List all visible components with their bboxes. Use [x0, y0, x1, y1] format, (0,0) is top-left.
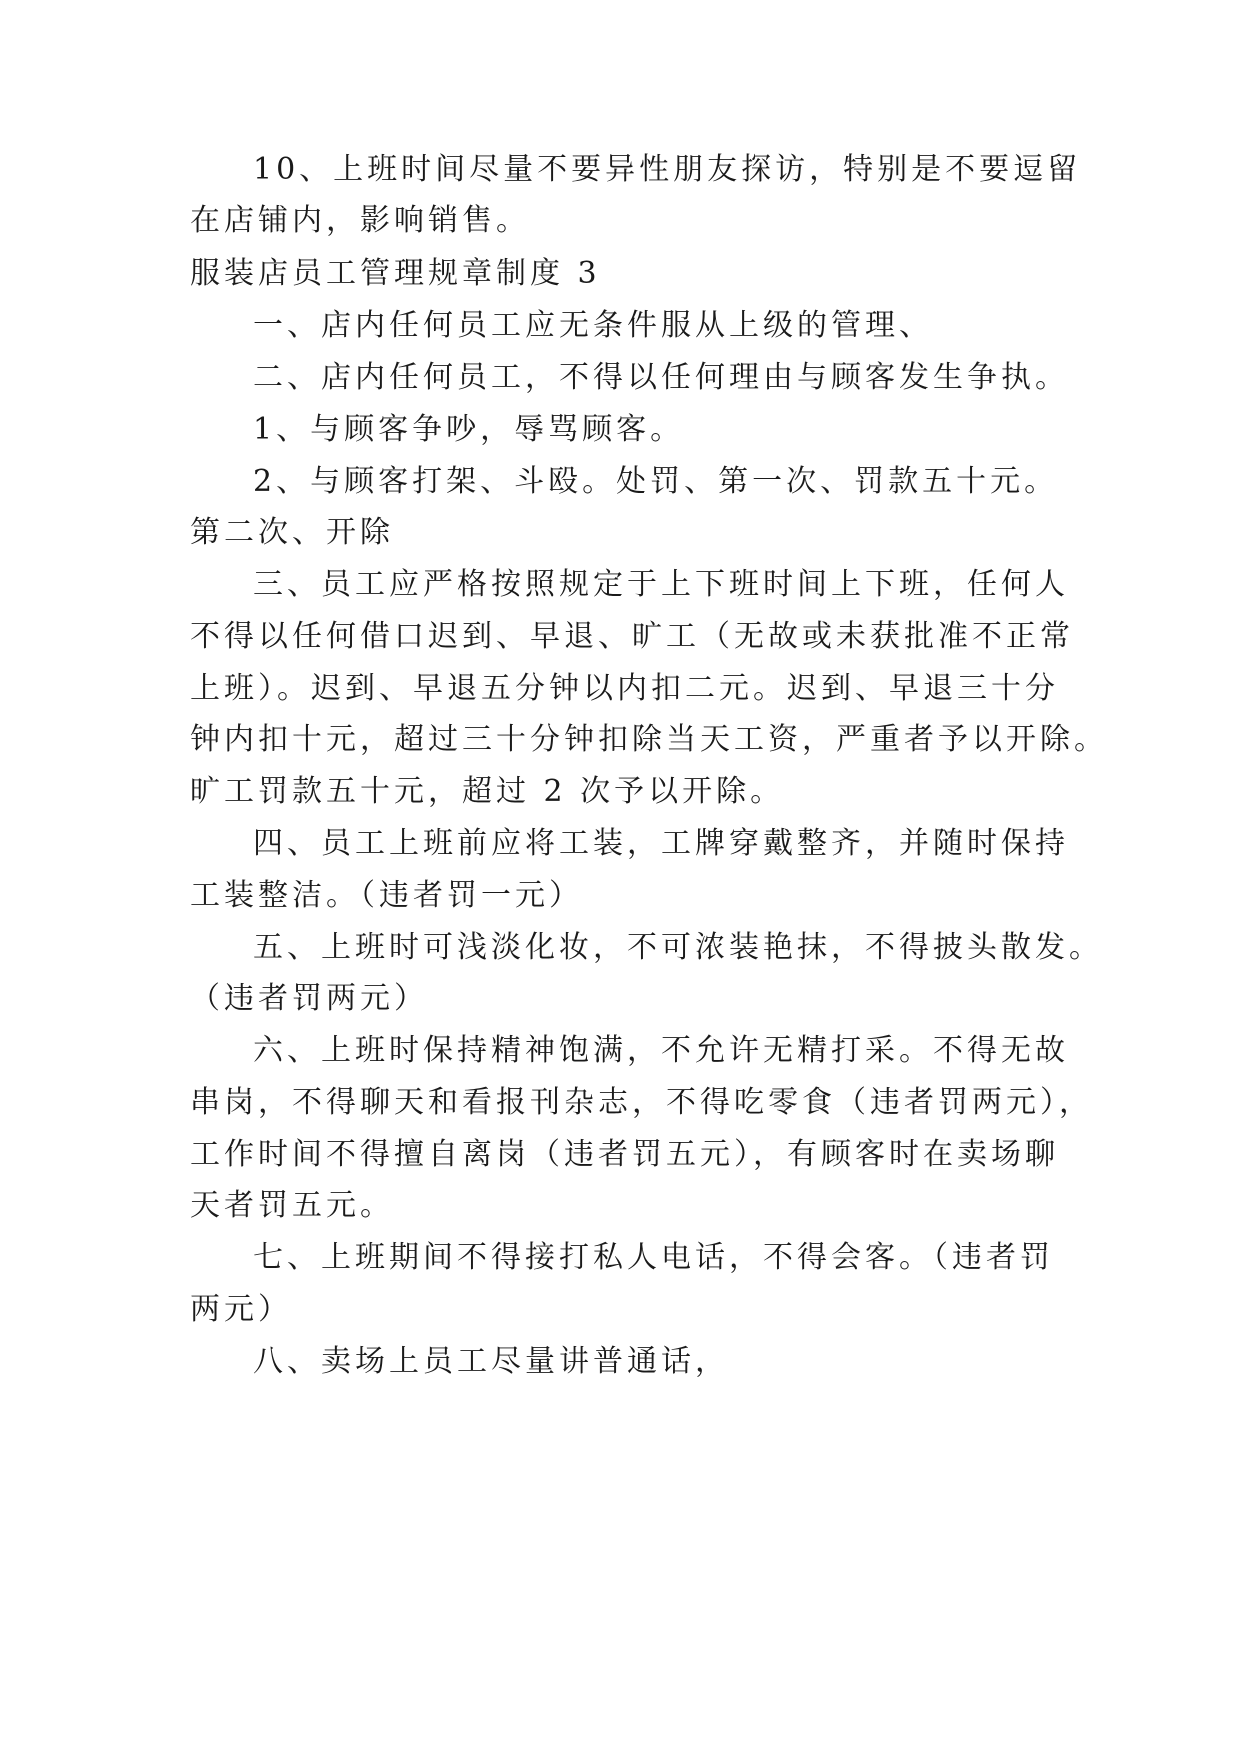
- paragraph-line: 串岗，不得聊天和看报刊杂志，不得吃零食（违者罚两元），: [190, 1085, 1093, 1120]
- paragraph-line: 两元）: [190, 1292, 292, 1327]
- paragraph-line: 第二次、开除: [190, 515, 394, 550]
- paragraph-line: 天者罚五元。: [190, 1188, 394, 1223]
- paragraph-line: 七、上班期间不得接打私人电话，不得会客。（违者罚: [253, 1240, 1054, 1275]
- paragraph-line: 10、上班时间尽量不要异性朋友探访，特别是不要逗留: [253, 152, 1082, 187]
- paragraph-line: 八、卖场上员工尽量讲普通话，: [253, 1344, 729, 1379]
- paragraph-line: 工装整洁。（违者罚一元）: [190, 878, 583, 913]
- paragraph-line: 不得以任何借口迟到、早退、旷工（无故或未获批准不正常: [190, 619, 1074, 654]
- paragraph-line: 四、员工上班前应将工装，工牌穿戴整齐，并随时保持: [253, 826, 1069, 861]
- paragraph-line: 上班）。迟到、早退五分钟以内扣二元。迟到、早退三十分: [190, 671, 1059, 706]
- section-heading: 服装店员工管理规章制度 3: [190, 256, 601, 291]
- paragraph-line: 旷工罚款五十元，超过 2 次予以开除。: [190, 774, 785, 809]
- paragraph-line: 一、店内任何员工应无条件服从上级的管理、: [253, 308, 933, 343]
- paragraph-line: 六、上班时保持精神饱满，不允许无精打采。不得无故: [253, 1033, 1069, 1068]
- paragraph-line: 1、与顾客争吵，辱骂顾客。: [253, 412, 685, 447]
- paragraph-line: 钟内扣十元，超过三十分钟扣除当天工资，严重者予以开除。: [190, 722, 1108, 757]
- paragraph-line: 2、与顾客打架、斗殴。处罚、第一次、罚款五十元。: [253, 464, 1059, 499]
- paragraph-line: （违者罚两元）: [190, 981, 428, 1016]
- paragraph-line: 工作时间不得擅自离岗（违者罚五元），有顾客时在卖场聊: [190, 1137, 1059, 1172]
- paragraph-line: 二、店内任何员工，不得以任何理由与顾客发生争执。: [253, 360, 1069, 395]
- paragraph-line: 五、上班时可浅淡化妆，不可浓装艳抹，不得披头散发。: [253, 930, 1103, 965]
- paragraph-line: 三、员工应严格按照规定于上下班时间上下班，任何人: [253, 567, 1069, 602]
- paragraph-line: 在店铺内，影响销售。: [190, 203, 530, 238]
